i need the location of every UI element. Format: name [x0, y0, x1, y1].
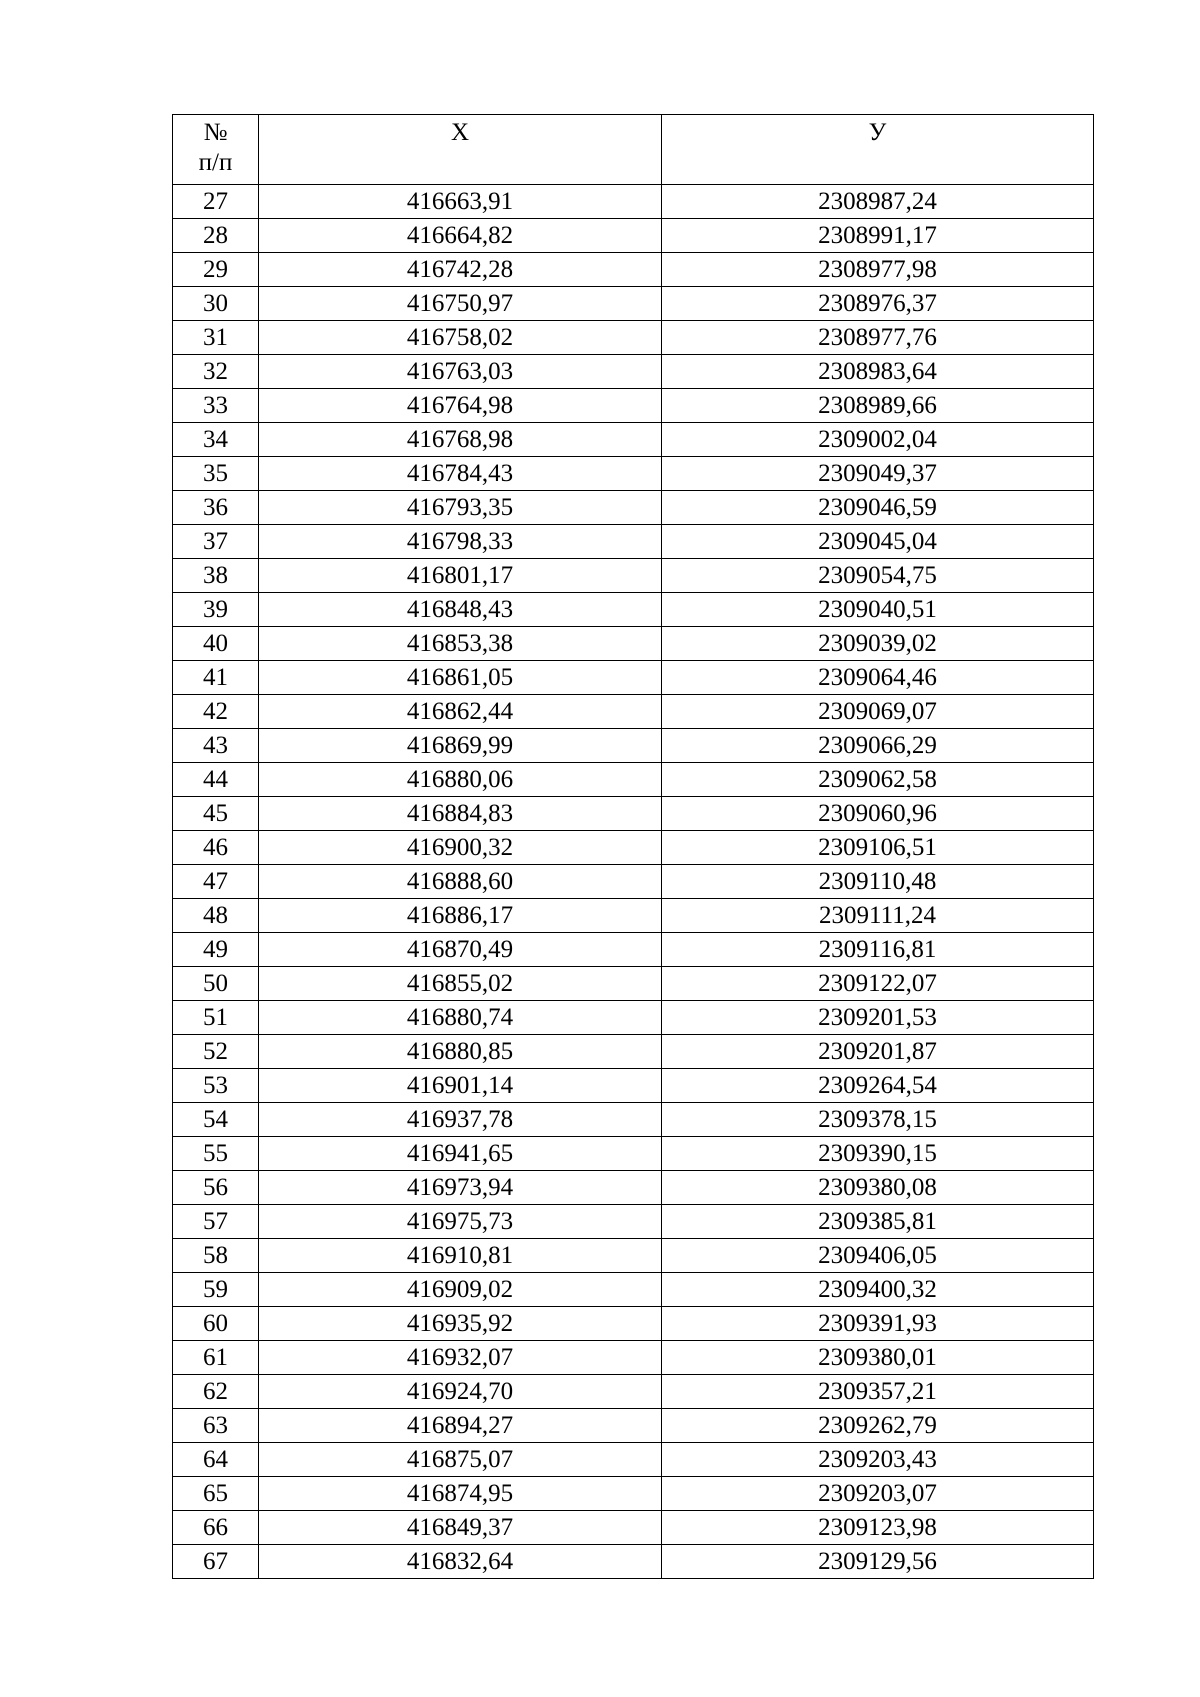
x-coordinate-cell: 416870,49 — [259, 933, 662, 967]
point-number-cell: 62 — [173, 1375, 259, 1409]
table-row — [173, 1511, 1094, 1545]
x-coordinate-cell: 416886,17 — [259, 899, 662, 933]
x-coordinate-cell: 416801,17 — [259, 559, 662, 593]
table-row — [173, 1069, 1094, 1103]
x-coordinate-cell: 416855,02 — [259, 967, 662, 1001]
table-row — [173, 423, 1094, 457]
point-number-cell: 65 — [173, 1477, 259, 1511]
y-coordinate-cell: 2309391,93 — [662, 1307, 1094, 1341]
y-coordinate-cell: 2309062,58 — [662, 763, 1094, 797]
table-row — [173, 967, 1094, 1001]
y-coordinate-cell: 2309201,53 — [662, 1001, 1094, 1035]
table-row — [173, 797, 1094, 831]
y-coordinate-cell: 2309106,51 — [662, 831, 1094, 865]
point-number-cell: 39 — [173, 593, 259, 627]
table-row — [173, 593, 1094, 627]
point-number-cell: 47 — [173, 865, 259, 899]
y-coordinate-cell: 2309045,04 — [662, 525, 1094, 559]
x-coordinate-cell: 416793,35 — [259, 491, 662, 525]
point-number-cell: 33 — [173, 389, 259, 423]
point-number-cell: 27 — [173, 185, 259, 219]
x-coordinate-cell: 416935,92 — [259, 1307, 662, 1341]
point-number-cell: 35 — [173, 457, 259, 491]
y-coordinate-cell: 2309046,59 — [662, 491, 1094, 525]
table-row — [173, 865, 1094, 899]
table-row — [173, 457, 1094, 491]
x-coordinate-cell: 416861,05 — [259, 661, 662, 695]
y-coordinate-cell: 2309129,56 — [662, 1545, 1094, 1579]
table-row — [173, 695, 1094, 729]
y-coordinate-cell: 2309039,02 — [662, 627, 1094, 661]
x-coordinate-cell: 416874,95 — [259, 1477, 662, 1511]
table-body — [173, 185, 1094, 1579]
table-row — [173, 525, 1094, 559]
x-coordinate-cell: 416910,81 — [259, 1239, 662, 1273]
table-row — [173, 219, 1094, 253]
y-coordinate-cell: 2309406,05 — [662, 1239, 1094, 1273]
y-coordinate-cell: 2308976,37 — [662, 287, 1094, 321]
point-number-cell: 52 — [173, 1035, 259, 1069]
point-number-cell: 46 — [173, 831, 259, 865]
point-number-cell: 40 — [173, 627, 259, 661]
header-y: У — [662, 115, 1094, 185]
table-row — [173, 831, 1094, 865]
x-coordinate-cell: 416664,82 — [259, 219, 662, 253]
table-row — [173, 185, 1094, 219]
y-coordinate-cell: 2309049,37 — [662, 457, 1094, 491]
table-row — [173, 1273, 1094, 1307]
y-coordinate-cell: 2308989,66 — [662, 389, 1094, 423]
y-coordinate-cell: 2309116,81 — [662, 933, 1094, 967]
y-coordinate-cell: 2309385,81 — [662, 1205, 1094, 1239]
point-number-cell: 41 — [173, 661, 259, 695]
table-row — [173, 321, 1094, 355]
table-row — [173, 1341, 1094, 1375]
header-number-abbrev: п/п — [198, 149, 233, 176]
x-coordinate-cell: 416932,07 — [259, 1341, 662, 1375]
point-number-cell: 59 — [173, 1273, 259, 1307]
x-coordinate-cell: 416880,06 — [259, 763, 662, 797]
y-coordinate-cell: 2309122,07 — [662, 967, 1094, 1001]
x-coordinate-cell: 416884,83 — [259, 797, 662, 831]
y-coordinate-cell: 2309400,32 — [662, 1273, 1094, 1307]
table-header — [173, 115, 1094, 185]
point-number-cell: 58 — [173, 1239, 259, 1273]
table-row — [173, 729, 1094, 763]
x-coordinate-cell: 416742,28 — [259, 253, 662, 287]
x-coordinate-cell: 416875,07 — [259, 1443, 662, 1477]
table-row — [173, 253, 1094, 287]
point-number-cell: 44 — [173, 763, 259, 797]
x-coordinate-cell: 416869,99 — [259, 729, 662, 763]
x-coordinate-cell: 416758,02 — [259, 321, 662, 355]
x-coordinate-cell: 416924,70 — [259, 1375, 662, 1409]
x-coordinate-cell: 416784,43 — [259, 457, 662, 491]
y-coordinate-cell: 2309203,07 — [662, 1477, 1094, 1511]
x-coordinate-cell: 416663,91 — [259, 185, 662, 219]
header-number — [173, 115, 259, 185]
y-coordinate-cell: 2308977,98 — [662, 253, 1094, 287]
y-coordinate-cell: 2309201,87 — [662, 1035, 1094, 1069]
x-coordinate-cell: 416862,44 — [259, 695, 662, 729]
point-number-cell: 50 — [173, 967, 259, 1001]
table-row — [173, 1001, 1094, 1035]
y-coordinate-cell: 2309054,75 — [662, 559, 1094, 593]
table-row — [173, 1035, 1094, 1069]
point-number-cell: 66 — [173, 1511, 259, 1545]
point-number-cell: 51 — [173, 1001, 259, 1035]
x-coordinate-cell: 416764,98 — [259, 389, 662, 423]
x-coordinate-cell: 416763,03 — [259, 355, 662, 389]
table-row — [173, 1477, 1094, 1511]
x-coordinate-cell: 416888,60 — [259, 865, 662, 899]
x-coordinate-cell: 416849,37 — [259, 1511, 662, 1545]
table-row — [173, 933, 1094, 967]
table-row — [173, 1443, 1094, 1477]
table-row — [173, 389, 1094, 423]
y-coordinate-cell: 2309002,04 — [662, 423, 1094, 457]
table-row — [173, 1137, 1094, 1171]
table-row — [173, 661, 1094, 695]
point-number-cell: 32 — [173, 355, 259, 389]
table-row — [173, 1375, 1094, 1409]
point-number-cell: 63 — [173, 1409, 259, 1443]
x-coordinate-cell: 416768,98 — [259, 423, 662, 457]
y-coordinate-cell: 2309357,21 — [662, 1375, 1094, 1409]
x-coordinate-cell: 416750,97 — [259, 287, 662, 321]
table-row — [173, 1171, 1094, 1205]
point-number-cell: 38 — [173, 559, 259, 593]
header-row — [173, 115, 1094, 185]
point-number-cell: 49 — [173, 933, 259, 967]
table-row — [173, 1545, 1094, 1579]
point-number-cell: 43 — [173, 729, 259, 763]
point-number-cell: 54 — [173, 1103, 259, 1137]
y-coordinate-cell: 2309110,48 — [662, 865, 1094, 899]
y-coordinate-cell: 2309264,54 — [662, 1069, 1094, 1103]
y-coordinate-cell: 2308977,76 — [662, 321, 1094, 355]
x-coordinate-cell: 416909,02 — [259, 1273, 662, 1307]
coordinates-table — [172, 114, 1094, 1579]
point-number-cell: 64 — [173, 1443, 259, 1477]
x-coordinate-cell: 416853,38 — [259, 627, 662, 661]
y-coordinate-cell: 2309069,07 — [662, 695, 1094, 729]
x-coordinate-cell: 416880,74 — [259, 1001, 662, 1035]
x-coordinate-cell: 416973,94 — [259, 1171, 662, 1205]
y-coordinate-cell: 2308991,17 — [662, 219, 1094, 253]
y-coordinate-cell: 2309378,15 — [662, 1103, 1094, 1137]
point-number-cell: 28 — [173, 219, 259, 253]
y-coordinate-cell: 2309040,51 — [662, 593, 1094, 627]
table-row — [173, 1103, 1094, 1137]
table-row — [173, 559, 1094, 593]
y-coordinate-cell: 2309203,43 — [662, 1443, 1094, 1477]
point-number-cell: 53 — [173, 1069, 259, 1103]
y-coordinate-cell: 2308983,64 — [662, 355, 1094, 389]
point-number-cell: 45 — [173, 797, 259, 831]
y-coordinate-cell: 2309066,29 — [662, 729, 1094, 763]
point-number-cell: 48 — [173, 899, 259, 933]
x-coordinate-cell: 416900,32 — [259, 831, 662, 865]
table-row — [173, 763, 1094, 797]
table-row — [173, 287, 1094, 321]
x-coordinate-cell: 416901,14 — [259, 1069, 662, 1103]
x-coordinate-cell: 416975,73 — [259, 1205, 662, 1239]
header-number-sign: № — [203, 119, 228, 146]
point-number-cell: 42 — [173, 695, 259, 729]
table-row — [173, 899, 1094, 933]
point-number-cell: 55 — [173, 1137, 259, 1171]
y-coordinate-cell: 2309380,08 — [662, 1171, 1094, 1205]
table-row — [173, 1409, 1094, 1443]
table-row — [173, 1307, 1094, 1341]
table-row — [173, 491, 1094, 525]
point-number-cell: 37 — [173, 525, 259, 559]
x-coordinate-cell: 416848,43 — [259, 593, 662, 627]
point-number-cell: 60 — [173, 1307, 259, 1341]
point-number-cell: 31 — [173, 321, 259, 355]
y-coordinate-cell: 2309111,24 — [662, 899, 1094, 933]
point-number-cell: 57 — [173, 1205, 259, 1239]
x-coordinate-cell: 416798,33 — [259, 525, 662, 559]
point-number-cell: 34 — [173, 423, 259, 457]
header-x: Х — [259, 115, 662, 185]
x-coordinate-cell: 416941,65 — [259, 1137, 662, 1171]
x-coordinate-cell: 416880,85 — [259, 1035, 662, 1069]
x-coordinate-cell: 416937,78 — [259, 1103, 662, 1137]
y-coordinate-cell: 2309390,15 — [662, 1137, 1094, 1171]
table-row — [173, 355, 1094, 389]
y-coordinate-cell: 2309064,46 — [662, 661, 1094, 695]
y-coordinate-cell: 2309262,79 — [662, 1409, 1094, 1443]
table-row — [173, 627, 1094, 661]
y-coordinate-cell: 2308987,24 — [662, 185, 1094, 219]
y-coordinate-cell: 2309380,01 — [662, 1341, 1094, 1375]
y-coordinate-cell: 2309060,96 — [662, 797, 1094, 831]
x-coordinate-cell: 416832,64 — [259, 1545, 662, 1579]
table-row — [173, 1239, 1094, 1273]
point-number-cell: 36 — [173, 491, 259, 525]
point-number-cell: 56 — [173, 1171, 259, 1205]
table-row — [173, 1205, 1094, 1239]
x-coordinate-cell: 416894,27 — [259, 1409, 662, 1443]
point-number-cell: 67 — [173, 1545, 259, 1579]
point-number-cell: 61 — [173, 1341, 259, 1375]
point-number-cell: 29 — [173, 253, 259, 287]
point-number-cell: 30 — [173, 287, 259, 321]
y-coordinate-cell: 2309123,98 — [662, 1511, 1094, 1545]
